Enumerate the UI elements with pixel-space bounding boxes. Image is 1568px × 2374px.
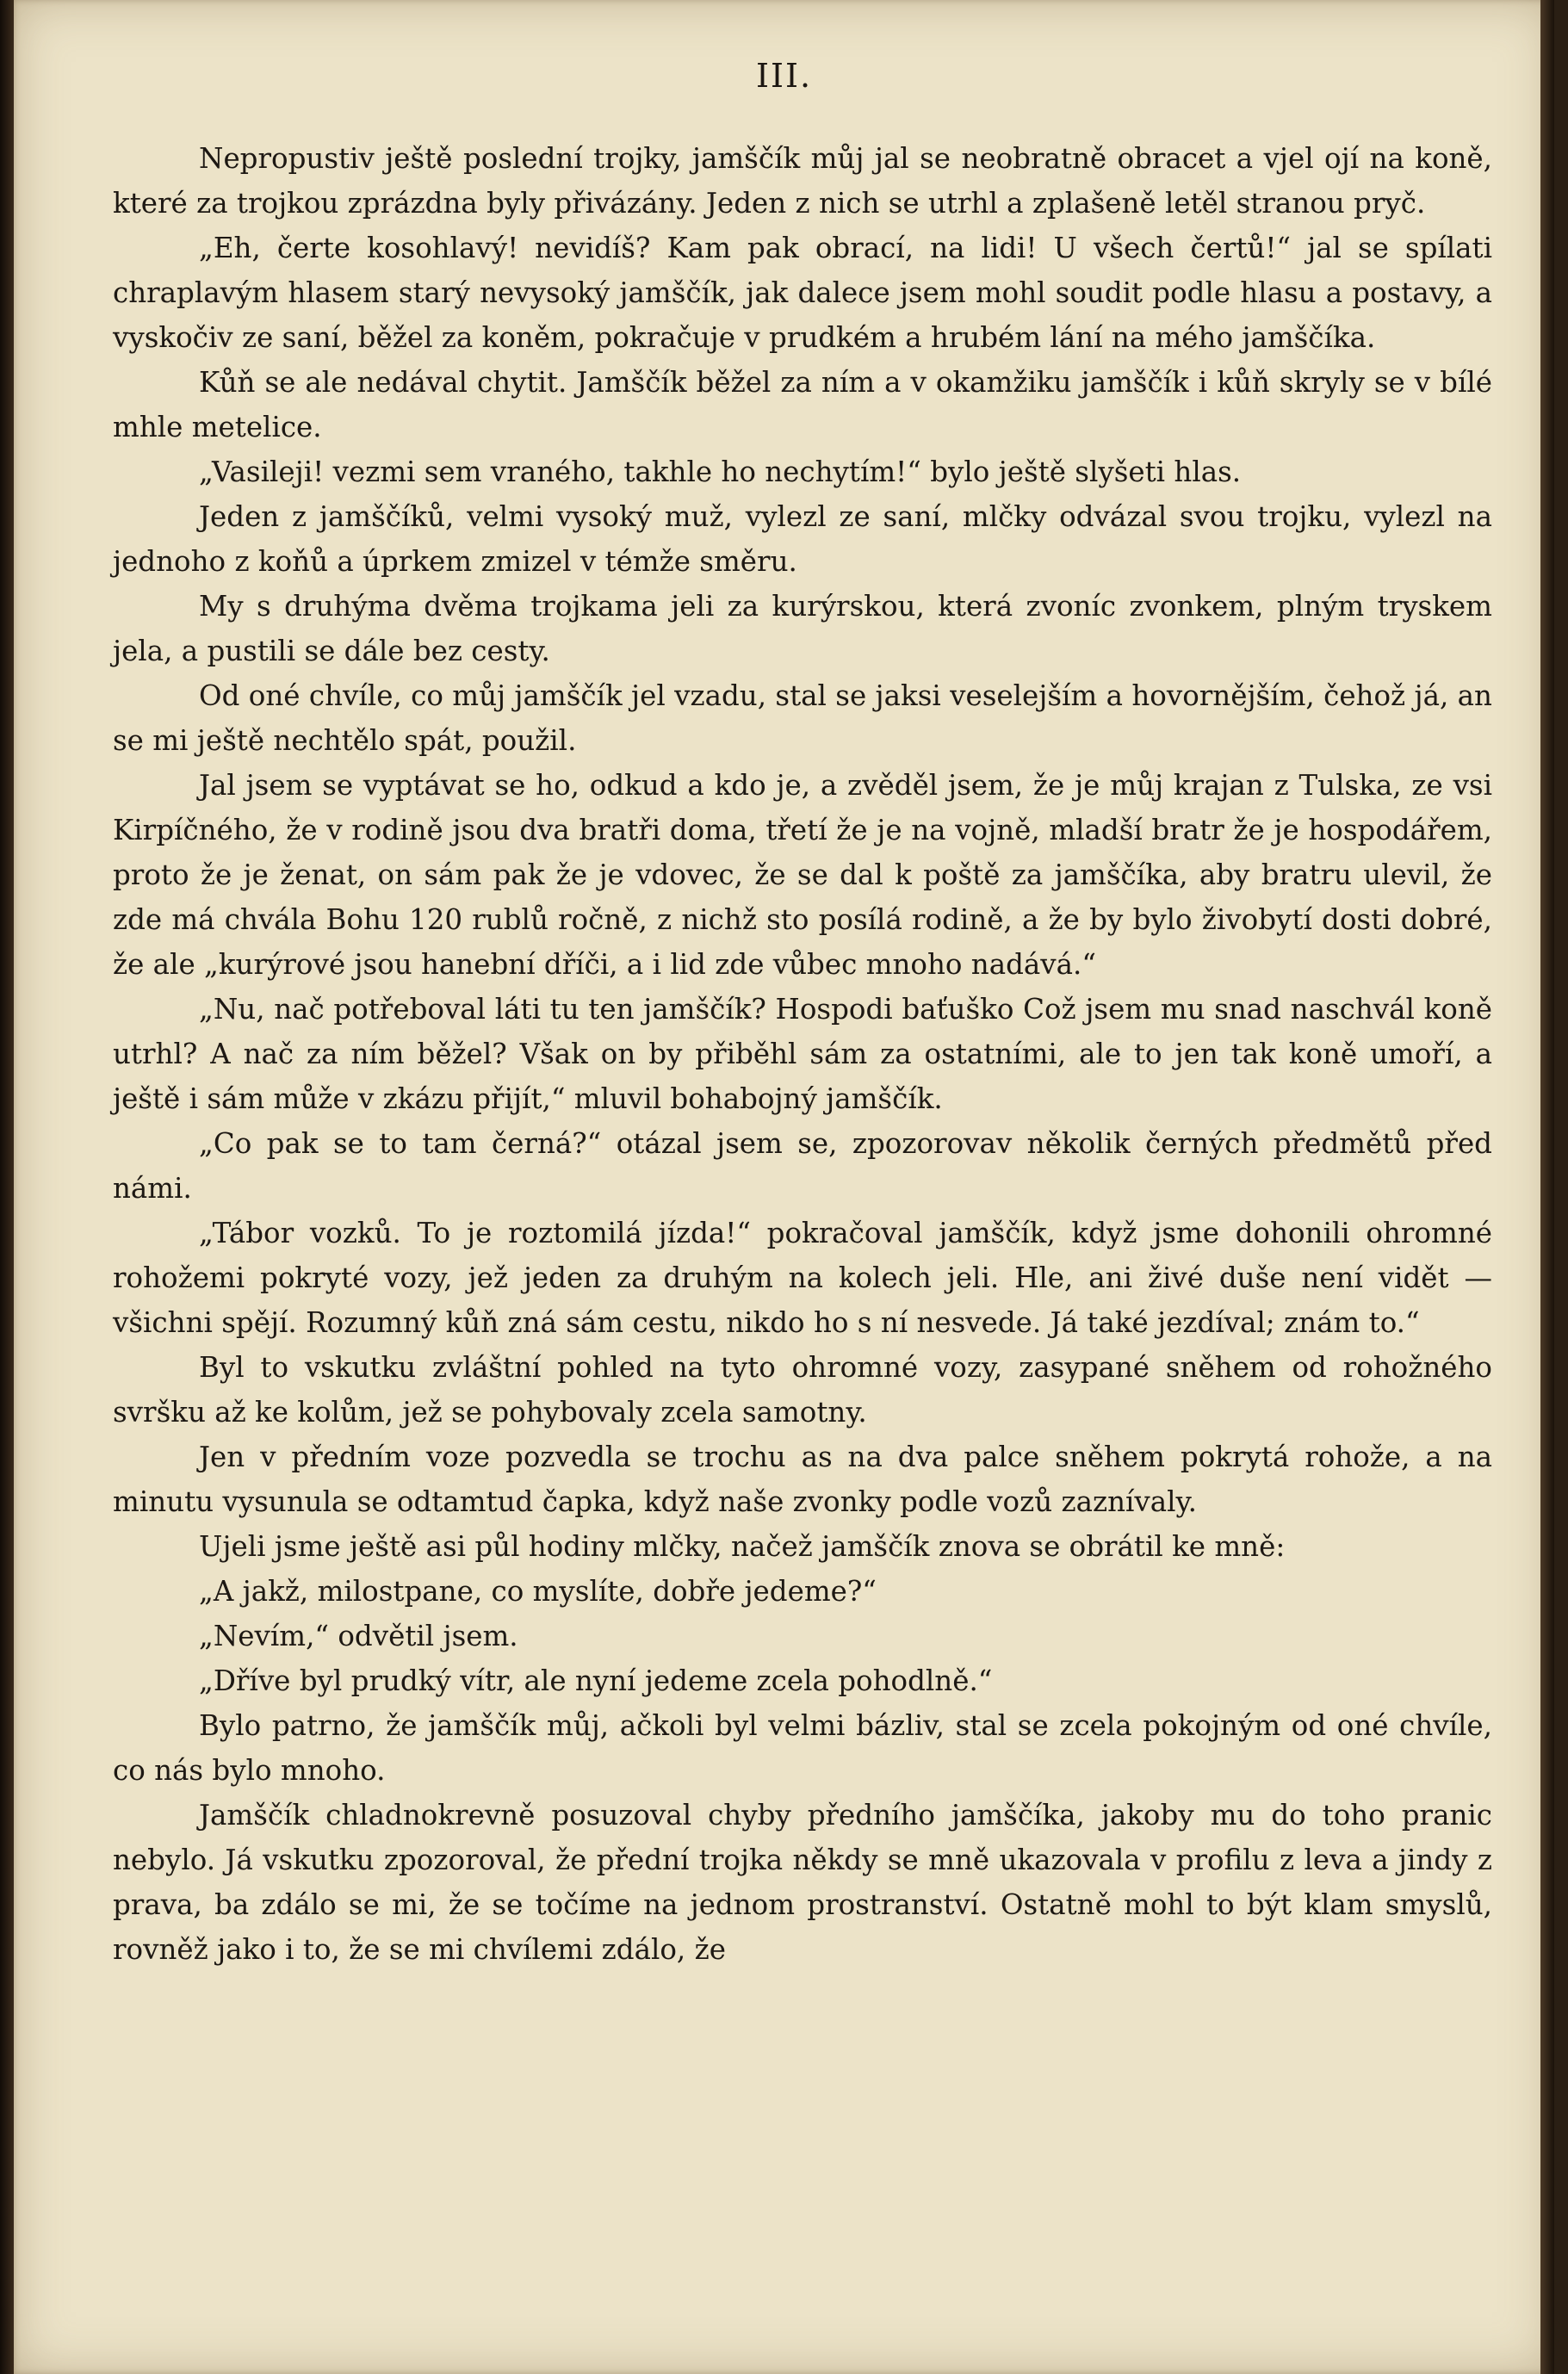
paragraph: Nepropustiv ještě poslední trojky, jamščík můj jal se neobratně obracet a vjel ojí na koně, které za trojkou zprázdna byly přivázány. Jeden z nich se utrhl a zplašeně letěl stranou pryč. [113, 142, 1492, 220]
book-page [14, 0, 1554, 2374]
paragraph: „Nevím,“ odvětil jsem. [199, 1620, 518, 1652]
paragraph: Bylo patrno, že jamščík můj, ačkoli byl velmi bázliv, stal se zcela pokojným od oné chvíle, co nás bylo mnoho. [113, 1709, 1492, 1787]
paragraph: Jeden z jamščíků, velmi vysoký muž, vylezl ze saní, mlčky odvázal svou trojku, vylezl na jednoho z koňů a úprkem zmizel v témže směru. [113, 500, 1492, 578]
paragraph: Ujeli jsme ještě asi půl hodiny mlčky, načež jamščík znova se obrátil ke mně: [199, 1530, 1286, 1563]
paragraph: „Vasileji! vezmi sem vraného, takhle ho nechytím!“ bylo ještě slyšeti hlas. [199, 456, 1242, 488]
paragraph: Byl to vskutku zvláštní pohled na tyto ohromné vozy, zasypané sněhem od rohožného svršku až ke kolům, jež se pohybovaly zcela samotny. [113, 1351, 1492, 1429]
paragraph: Jen v předním voze pozvedla se trochu as na dva palce sněhem pokrytá rohože, a na minutu vysunula se odtamtud čapka, když naše zvonky podle vozů zaznívaly. [113, 1441, 1492, 1518]
paragraph: „Dříve byl prudký vítr, ale nyní jedeme zcela pohodlně.“ [199, 1664, 993, 1697]
paragraph: Kůň se ale nedával chytit. Jamščík běžel za ním a v okamžiku jamščík i kůň skryly se v bílé mhle metelice. [113, 366, 1492, 443]
paragraph: Jal jsem se vyptávat se ho, odkud a kdo je, a zvěděl jsem, že je můj krajan z Tulska, ze vsi Kirpíčného, že v rodině jsou dva bratři doma, třetí že je na vojně, mladší bratr že je hospodářem, proto že je ženat, on sám pak že je vdovec, že se dal k poště za jamščíka, aby bratru ulevil, že zde má chvála Bohu 120 rublů ročně, z nichž sto posílá rodině, a že by bylo živobytí dosti dobré, že ale „kurýrové jsou hanební dříči, a i lid zde vůbec mnoho nadává.“ [113, 769, 1492, 981]
paragraph: My s druhýma dvěma trojkama jeli za kurýrskou, která zvoníc zvonkem, plným tryskem jela, a pustili se dále bez cesty. [113, 590, 1492, 667]
paragraph: „A jakž, milostpane, co myslíte, dobře jedeme?“ [199, 1575, 877, 1608]
paragraph: Od oné chvíle, co můj jamščík jel vzadu, stal se jaksi veselejším a hovornějším, čehož já, an se mi ještě nechtělo spát, použil. [113, 679, 1492, 757]
paragraph: „Nu, nač potřeboval láti tu ten jamščík? Hospodi baťuško Což jsem mu snad naschvál koně utrhl? A nač za ním běžel? Však on by přiběhl sám za ostatními, ale to jen tak koně umoří, a ještě i sám může v zkázu přijít,“ mluvil bohabojný jamščík. [113, 993, 1492, 1115]
paragraph: „Co pak se to tam černá?“ otázal jsem se, zpozorovav několik černých předmětů před námi. [113, 1127, 1492, 1205]
book-spine-shadow [0, 0, 14, 2374]
paragraph: Jamščík chladnokrevně posuzoval chyby předního jamščíka, jakoby mu do toho pranic nebylo. Já vskutku zpozoroval, že přední trojka někdy se mně ukazovala v profilu z leva a jindy z prava, ba zdálo se mi, že se točíme na jednom prostranství. Ostatně mohl to být klam smyslů, rovněž jako i to, že se mi chvílemi zdálo, že [113, 1799, 1492, 1966]
chapter-number: III. [755, 57, 813, 95]
page-edge-shadow [1540, 0, 1554, 2374]
body-text [113, 136, 1492, 1972]
paragraph: „Tábor vozků. To je roztomilá jízda!“ pokračoval jamščík, když jsme dohonili ohromné rohožemi pokryté vozy, jež jeden za druhým na kolech jeli. Hle, ani živé duše není vidět — všichni spějí. Rozumný kůň zná sám cestu, nikdo ho s ní nesvede. Já také jezdíval; znám to.“ [113, 1217, 1492, 1339]
paragraph: „Eh, čerte kosohlavý! nevidíš? Kam pak obrací, na lidi! U všech čertů!“ jal se spílati chraplavým hlasem starý nevysoký jamščík, jak dalece jsem mohl soudit podle hlasu a postavy, a vyskočiv ze saní, běžel za koněm, pokračuje v prudkém a hrubém lání na mého jamščíka. [113, 232, 1492, 354]
